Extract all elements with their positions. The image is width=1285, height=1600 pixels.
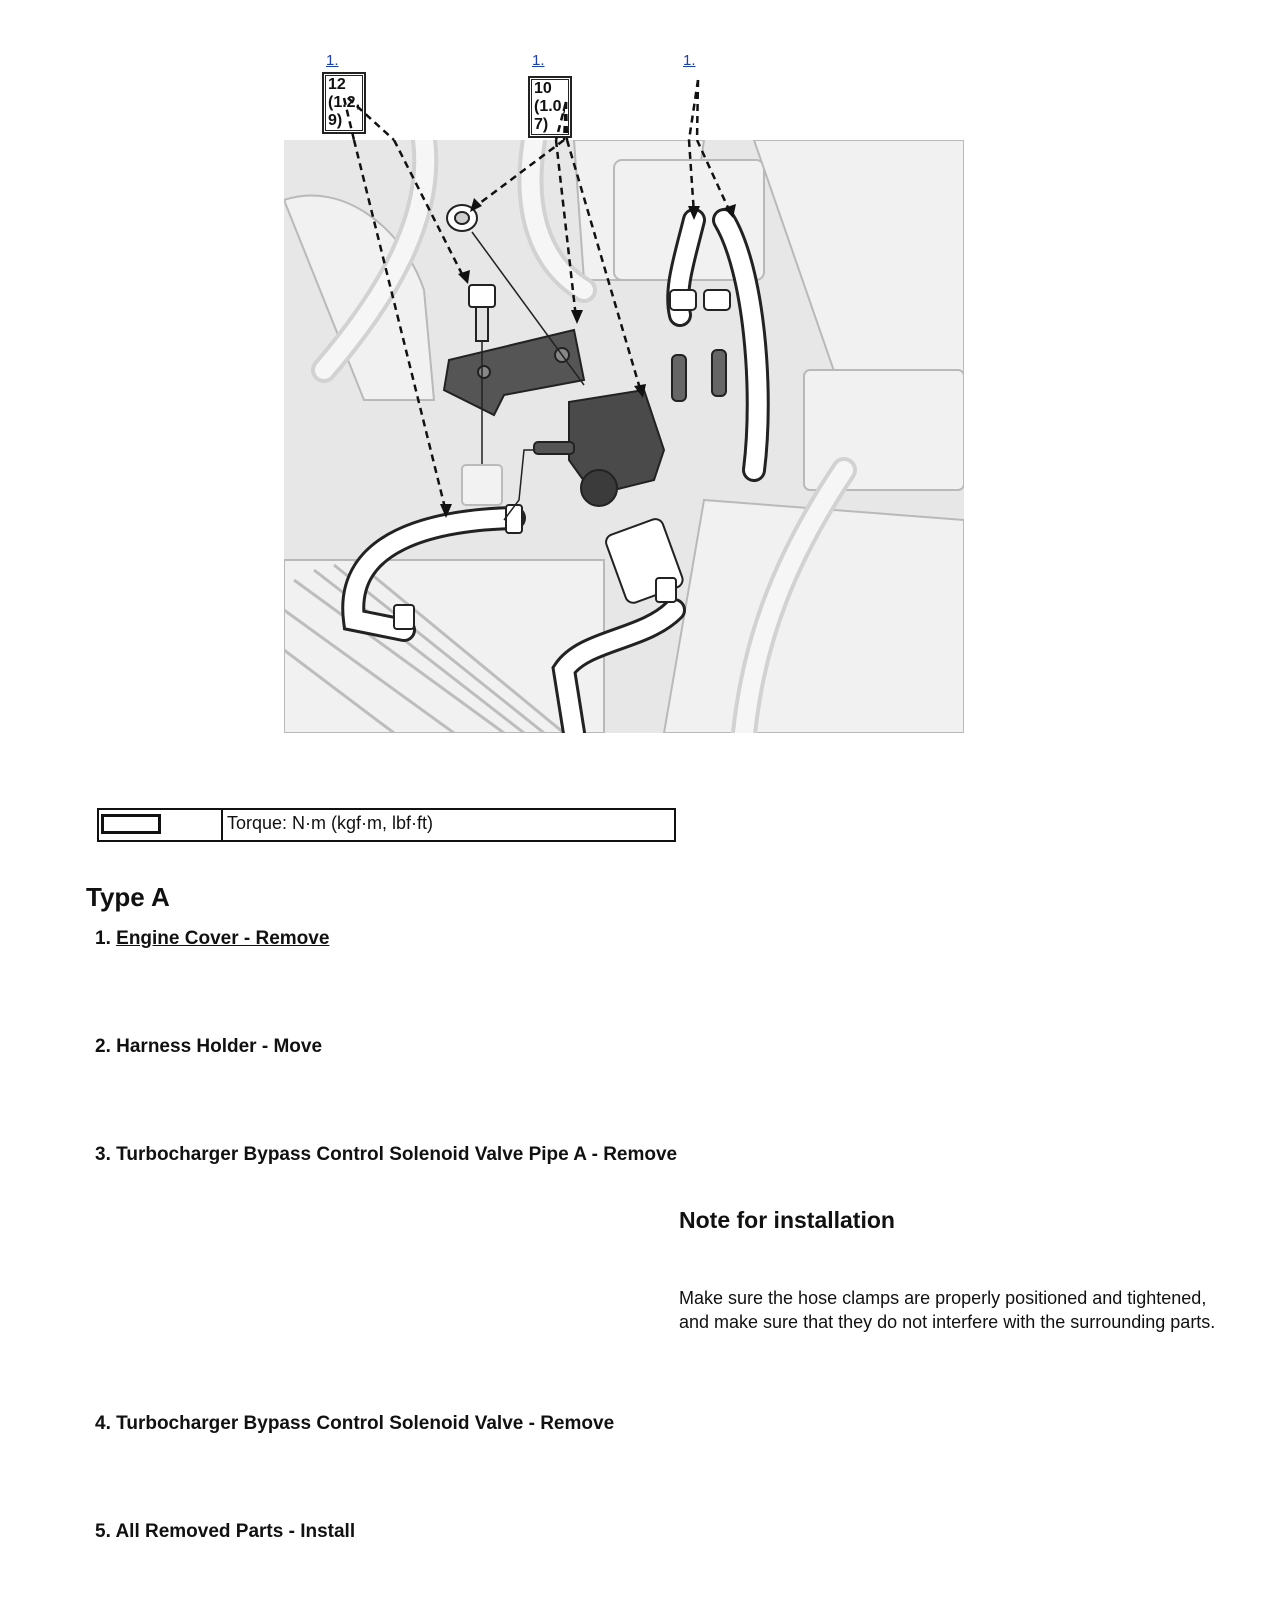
- step-number: 2.: [95, 1036, 111, 1057]
- step-text: Turbocharger Bypass Control Solenoid Valve Pipe A - Remove: [116, 1144, 678, 1165]
- callout-ref-link[interactable]: 1.: [683, 52, 696, 69]
- section-title: Type A: [86, 882, 170, 912]
- note-heading: Note for installation: [679, 1207, 895, 1233]
- solenoid-valve-illustration: [284, 140, 964, 733]
- callout-leader-lines: [0, 0, 1285, 150]
- step-4: [95, 1413, 614, 1435]
- callout-ref-link[interactable]: 1.: [326, 52, 339, 69]
- engine-cover-remove-link[interactable]: Engine Cover - Remove: [116, 928, 330, 949]
- step-number: 5.: [95, 1521, 111, 1542]
- engine-bay-drawing: [284, 140, 964, 733]
- torque-value-box: 12 (1.2, 9): [322, 72, 366, 134]
- torque-value-box: 10 (1.0, 7): [528, 76, 572, 138]
- step-2: [95, 1036, 322, 1058]
- step-text: All Removed Parts - Install: [115, 1521, 356, 1542]
- step-text: Turbocharger Bypass Control Solenoid Valve - Remove: [116, 1413, 615, 1434]
- legend-torque-label: Torque: N·m (kgf·m, lbf·ft): [227, 813, 434, 833]
- step-5: [95, 1521, 355, 1543]
- legend-symbol-cell: [99, 810, 223, 840]
- step-number: 4.: [95, 1413, 111, 1434]
- step-3: [95, 1144, 677, 1166]
- note-body: Make sure the hose clamps are properly positioned and tightened, and make sure that they do not interfere with the surrounding parts.: [679, 1288, 1216, 1332]
- torque-legend-table: [97, 808, 676, 842]
- torque-box-symbol: [101, 814, 161, 834]
- callout-ref-link[interactable]: 1.: [532, 52, 545, 69]
- step-text: Harness Holder - Move: [116, 1036, 323, 1057]
- step-number: 1.: [95, 928, 111, 949]
- step-number: 3.: [95, 1144, 111, 1165]
- step-1: [95, 928, 329, 950]
